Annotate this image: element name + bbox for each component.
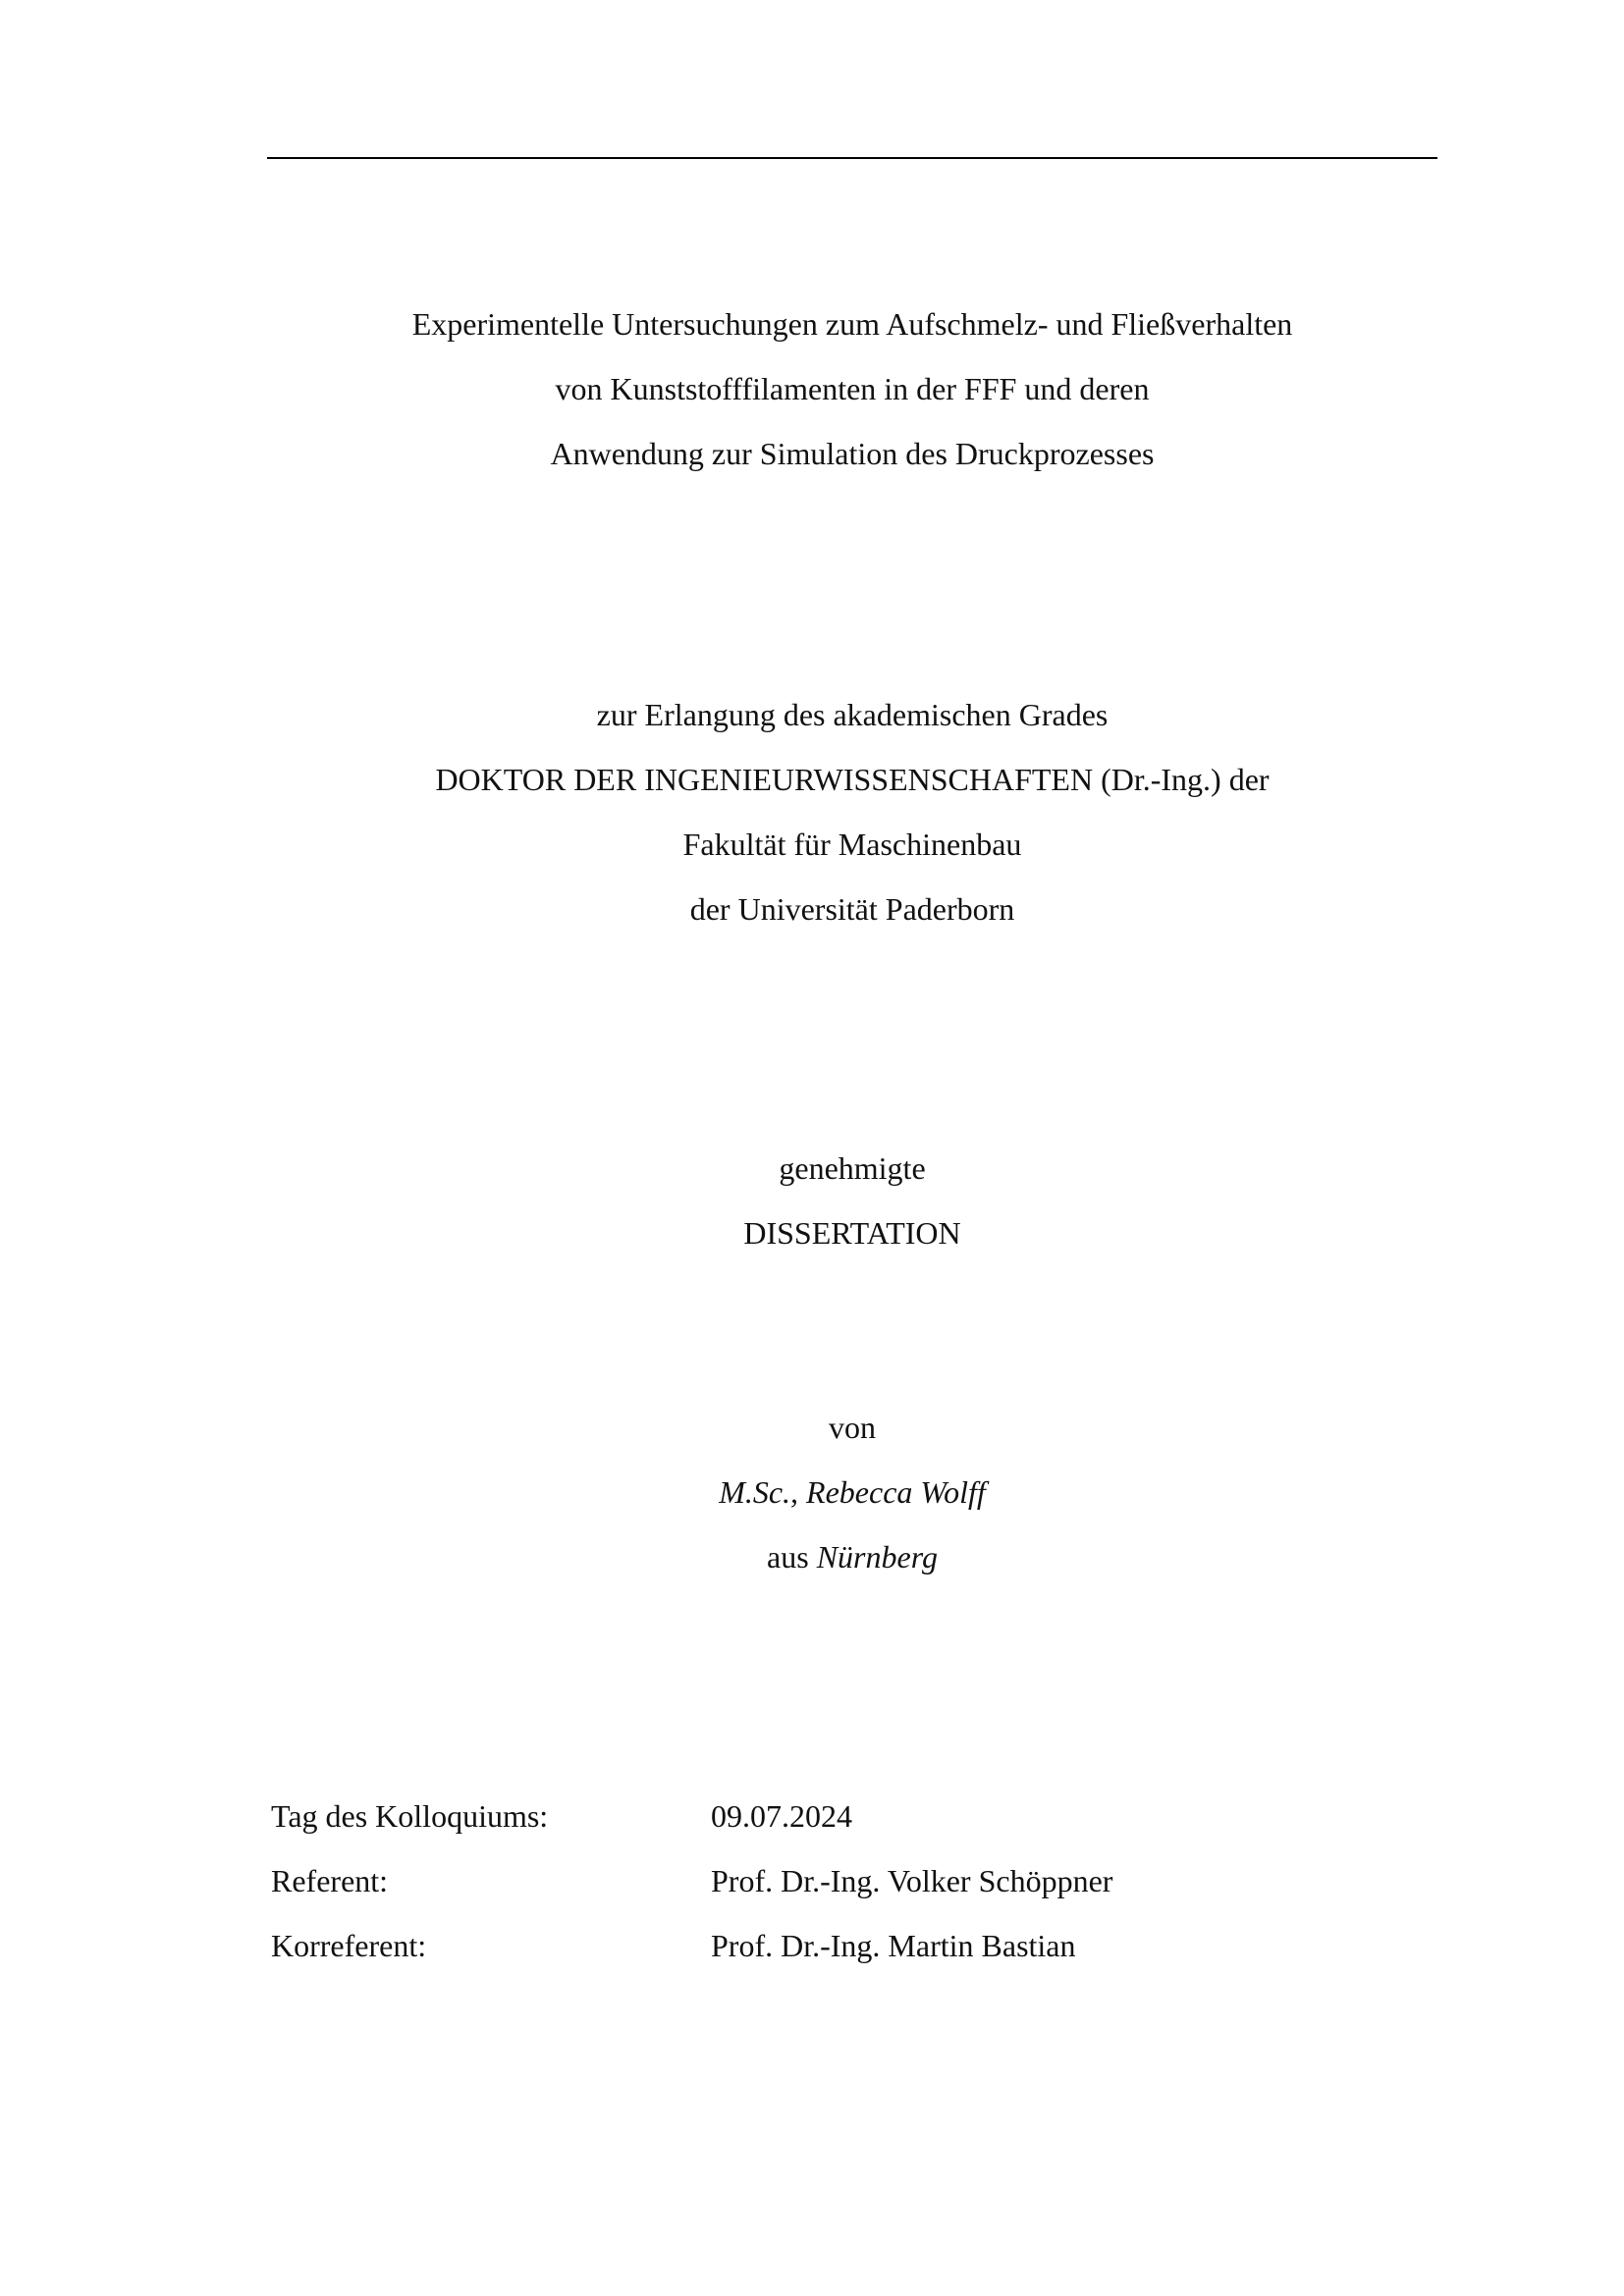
referee-value: Prof. Dr.-Ing. Volker Schöppner [711,1863,1113,1898]
colloquium-date-label: Tag des Kolloquiums: [271,1798,549,1834]
title-line-2: von Kunststofffilamenten in der FFF und deren [555,371,1150,406]
co-referee-value: Prof. Dr.-Ing. Martin Bastian [711,1928,1076,1963]
faculty-line: Fakultät für Maschinenbau [682,827,1022,862]
referee-label: Referent: [271,1863,389,1898]
university-line: der Universität Paderborn [689,891,1015,927]
author-origin [267,1537,1437,1576]
origin-prefix: aus [767,1539,809,1575]
author-by-text: von [829,1410,876,1445]
co-referee-row [271,1926,1351,1965]
degree-line-2: DOKTOR DER INGENIEURWISSENSCHAFTEN (Dr.-Ing.) der [435,762,1270,797]
author-hometown: Nürnberg [816,1539,938,1575]
author-name: M.Sc., Rebecca Wolff [719,1474,986,1510]
title-line-3: Anwendung zur Simulation des Druckprozesses [550,436,1155,471]
co-referee-label: Korreferent: [271,1928,427,1963]
title-line-1: Experimentelle Untersuchungen zum Aufschmelz- und Fließverhalten [411,306,1293,342]
degree-line-1: zur Erlangung des akademischen Grades [596,697,1109,732]
colloquium-date-value: 09.07.2024 [711,1798,852,1834]
top-rule-divider [267,157,1437,159]
colloquium-date-row [271,1796,1351,1836]
approved-text: genehmigte [779,1150,926,1186]
dissertation-label: DISSERTATION [743,1215,961,1251]
referee-row [271,1861,1351,1900]
